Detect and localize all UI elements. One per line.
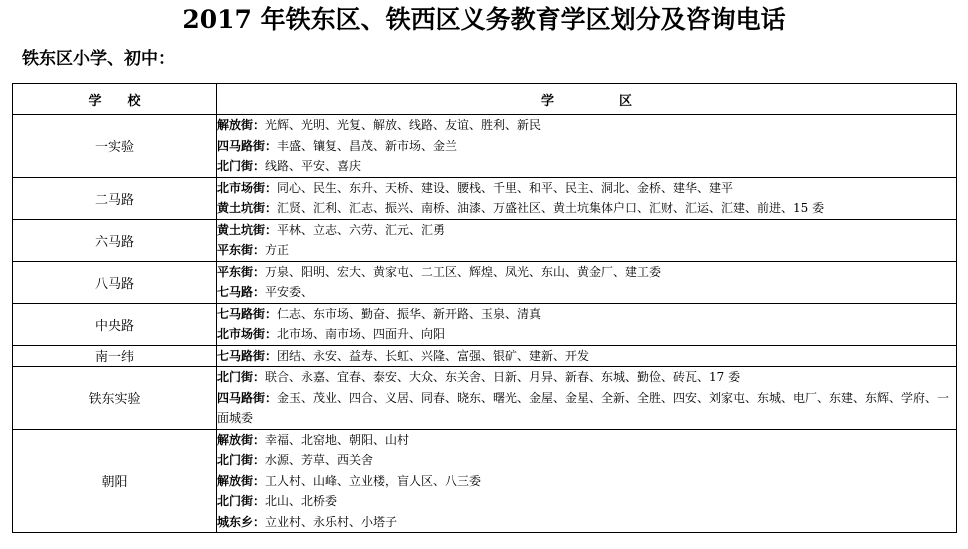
street-name: 北市场街： (217, 327, 278, 341)
section-subtitle: 铁东区小学、初中： (22, 49, 175, 69)
school-name: 中央路 (13, 303, 217, 345)
area-cell (217, 429, 957, 533)
community-list: 北山、北桥委 (265, 494, 338, 508)
street-name: 黄土坑街： (217, 201, 278, 215)
area-line (217, 240, 956, 261)
street-name: 黄土坑街： (217, 222, 278, 237)
school-name: 一实验 (13, 115, 217, 178)
community-list: 光辉、光明、光复、解放、线路、友谊、胜利、新民 (265, 118, 542, 132)
area-line (217, 491, 956, 512)
table-row (13, 261, 957, 303)
school-name: 八马路 (13, 261, 217, 303)
street-name: 解放街： (217, 473, 266, 488)
area-cell (217, 219, 957, 261)
street-name: 北市场街： (217, 180, 278, 195)
area-cell (217, 177, 957, 219)
street-name: 北门街： (217, 453, 266, 467)
area-line (217, 136, 956, 157)
table-row (13, 429, 957, 533)
header-school: 学 校 (13, 84, 217, 115)
street-name: 四马路街： (217, 390, 278, 405)
community-list: 平林、立志、六劳、汇元、汇勇 (277, 222, 446, 237)
district-table (12, 83, 957, 533)
street-name: 北门街： (217, 494, 266, 508)
street-name: 北门街： (217, 370, 266, 384)
table-row (13, 303, 957, 345)
street-name: 解放街： (217, 118, 266, 132)
street-name: 七马路街： (217, 348, 278, 363)
street-name: 城东乡： (217, 514, 266, 529)
community-list: 丰盛、镶复、昌茂、新市场、金兰 (277, 138, 458, 153)
area-line (217, 367, 956, 388)
school-name: 二马路 (13, 177, 217, 219)
street-name: 四马路街： (217, 138, 278, 153)
community-list: 方正 (265, 243, 290, 257)
area-cell (217, 115, 957, 178)
area-line (217, 512, 956, 533)
table-header-row (13, 84, 957, 115)
school-name: 南一纬 (13, 345, 217, 367)
table-row (13, 345, 957, 367)
community-list: 汇贤、汇利、汇志、振兴、南桥、油漆、万盛社区、黄土坑集体户口、汇财、汇运、汇建、前进、15 委 (277, 201, 825, 215)
community-list: 水源、芳草、西关舍 (265, 453, 374, 467)
community-list: 立业村、永乐村、小塔子 (265, 514, 398, 529)
community-list: 仁志、东市场、勤奋、振华、新开路、玉泉、清真 (277, 306, 542, 321)
area-line (217, 115, 956, 136)
area-line (217, 471, 956, 492)
area-line (217, 346, 956, 367)
area-cell (217, 303, 957, 345)
area-line (217, 450, 956, 471)
school-name: 铁东实验 (13, 367, 217, 430)
area-line (217, 156, 956, 177)
school-name: 朝阳 (13, 429, 217, 533)
area-line (217, 324, 956, 345)
community-list: 幸福、北窑地、朝阳、山村 (265, 432, 410, 447)
street-name: 解放街： (217, 432, 266, 447)
community-list: 同心、民生、东升、天桥、建设、腰栈、千里、和平、民主、洞北、金桥、建华、建平 (277, 180, 734, 195)
community-list: 平安委、 (265, 285, 314, 299)
community-list: 北市场、南市场、四面升、向阳 (277, 327, 446, 341)
page-title: 2017 年铁东区、铁西区义务教育学区划分及咨询电话 (182, 5, 786, 34)
community-list: 联合、永嘉、宜春、泰安、大众、东关舍、日新、月异、新春、东城、勤俭、砖瓦、17 委 (265, 370, 741, 384)
table-row (13, 367, 957, 430)
community-list: 团结、永安、益寿、长虹、兴隆、富强、银矿、建新、开发 (277, 348, 590, 363)
table-row (13, 115, 957, 178)
area-cell (217, 345, 957, 367)
community-list: 金玉、茂业、四合、义居、同春、晓东、曙光、金屋、金星、全新、全胜、四安、刘家屯、东城、电厂、东建、东辉、学府、一面城委 (217, 390, 950, 425)
school-name: 六马路 (13, 219, 217, 261)
area-line (217, 282, 956, 303)
area-cell (217, 261, 957, 303)
header-area: 学 区 (217, 84, 957, 115)
area-line (217, 388, 956, 429)
area-line (217, 178, 956, 199)
street-name: 七马路： (217, 285, 266, 299)
community-list: 万泉、阳明、宏大、黄家屯、二工区、辉煌、凤光、东山、黄金厂、建工委 (265, 264, 662, 279)
community-list: 线路、平安、喜庆 (265, 159, 362, 173)
area-cell (217, 367, 957, 430)
area-line (217, 198, 956, 219)
street-name: 北门街： (217, 159, 266, 173)
area-line (217, 220, 956, 241)
community-list: 工人村、山峰、立业楼，盲人区、八三委 (265, 473, 482, 488)
area-line (217, 304, 956, 325)
table-row (13, 219, 957, 261)
street-name: 平东街： (217, 264, 266, 279)
area-line (217, 262, 956, 283)
street-name: 七马路街： (217, 306, 278, 321)
street-name: 平东街： (217, 243, 266, 257)
area-line (217, 430, 956, 451)
table-row (13, 177, 957, 219)
